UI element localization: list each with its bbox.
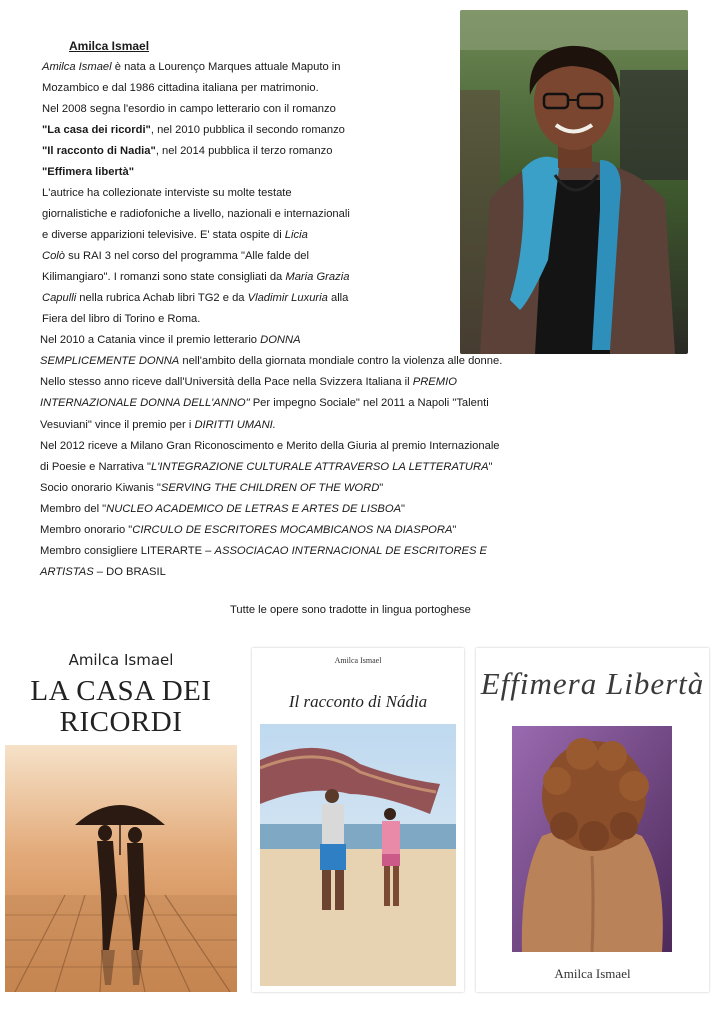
bio-text-segment: "Il racconto di Nadia" (42, 145, 156, 157)
bio-text-segment: Mozambico e dal 1986 cittadina italiana per matrimonio. (42, 82, 319, 94)
bio-text-segment: SEMPLICEMENTE DONNA (40, 355, 180, 367)
bio-text-segment: " (401, 503, 406, 515)
bio-text-segment: ASSOCIACAO INTERNACIONAL DE ESCRITORES E (214, 545, 488, 557)
bio-text-segment: nella rubrica Achab libri TG2 e da (76, 292, 248, 304)
bio-line (40, 415, 276, 436)
bio-text-segment: – DO BRASIL (93, 566, 166, 578)
cover-author: Amilca Ismael (334, 656, 382, 665)
bio-text-segment: Nel 2010 a Catania vince il premio letterario (40, 334, 261, 346)
bio-text-segment: Licia (284, 229, 308, 241)
bio-line (42, 162, 134, 183)
bio-text-segment: Membro del " (40, 503, 107, 515)
bio-line (42, 288, 348, 309)
bio-text-segment: INTERNAZIONALE DONNA DELL'ANNO" (40, 397, 250, 409)
bio-text-segment: alla (327, 292, 349, 304)
author-photo (460, 10, 688, 354)
bio-line (42, 99, 336, 120)
book-cover-la-casa-dei-ricordi (5, 645, 237, 992)
cover-illustration-beach (260, 724, 456, 986)
bio-text-segment: PREMIO (412, 376, 457, 388)
bio-text-segment: " (488, 461, 493, 473)
bio-line (40, 562, 166, 583)
cover-title-line2: RICORDI (59, 706, 183, 738)
bio-text-segment: Vladimir Luxuria (247, 292, 328, 304)
cover-author: Amilca Ismael (68, 651, 174, 669)
bio-text-segment: Vesuviani" vince il premio per i (40, 419, 195, 431)
bio-line (42, 57, 341, 78)
bio-line (42, 183, 292, 204)
bio-line (40, 393, 489, 414)
bio-line (40, 499, 405, 520)
bio-text-segment: , nel 2010 pubblica il secondo romanzo (150, 124, 345, 136)
bio-text-segment: CIRCULO DE ESCRITORES MOCAMBICANOS NA DIASPORA (132, 524, 453, 536)
bio-text-segment: giornalistiche e radiofoniche a livello, nazionali e internazionali (42, 208, 350, 220)
bio-text-segment: Nel 2012 riceve a Milano Gran Riconoscimento e Merito della Giuria al premio Internazionale (40, 440, 500, 452)
bio-text-segment: L'autrice ha collezionate interviste su molte testate (42, 187, 292, 199)
bio-text-segment: Socio onorario Kiwanis " (40, 482, 161, 494)
bio-text-segment: Membro onorario " (40, 524, 133, 536)
bio-line (42, 141, 332, 162)
bio-line (42, 204, 350, 225)
bio-text-segment: nell'ambito della giornata mondiale contro la violenza alle donne. (179, 355, 503, 367)
bio-line (40, 457, 493, 478)
bio-line (40, 520, 456, 541)
closing-note: Tutte le opere sono tradotte in lingua portoghese (230, 604, 471, 616)
bio-text-segment: su RAI 3 nel corso del programma "Alle falde del (65, 250, 310, 262)
bio-line (40, 436, 500, 457)
bio-line (40, 351, 502, 372)
cover-title: Effimera Libertà (480, 666, 705, 701)
bio-line (42, 309, 200, 330)
bio-line (42, 225, 308, 246)
bio-text-segment: di Poesie e Narrativa " (40, 461, 151, 473)
bio-title: Amilca Ismael (69, 39, 150, 53)
book-cover-effimera-liberta (476, 648, 709, 992)
bio-line (40, 372, 457, 393)
bio-text-segment: Colò (42, 250, 66, 262)
cover-title-line1: LA CASA DEI (30, 675, 212, 707)
bio-line (42, 267, 349, 288)
bio-text-segment: Amilca Ismael (42, 61, 112, 73)
bio-text-segment: Kilimangiaro". I romanzi sono state consigliati da (42, 271, 286, 283)
bio-text-segment: Maria Grazia (285, 271, 350, 283)
bio-text-segment: DONNA (260, 334, 301, 346)
bio-text-segment: " (379, 482, 384, 494)
cover-illustration-couple-umbrella (5, 745, 237, 992)
cover-title: Il racconto di Nádia (288, 692, 428, 711)
bio-text-segment: Fiera del libro di Torino e Roma. (42, 313, 201, 325)
bio-text-segment: SERVING THE CHILDREN OF THE WORD (160, 482, 380, 494)
bio-text-segment: , nel 2014 pubblica il terzo romanzo (155, 145, 333, 157)
cover-author: Amilca Ismael (554, 966, 631, 981)
bio-text-segment: Membro consigliere LITERARTE – (40, 545, 215, 557)
bio-line (42, 120, 345, 141)
bio-text-segment: Nel 2008 segna l'esordio in campo letterario con il romanzo (42, 103, 336, 115)
bio-text-segment: ARTISTAS (40, 566, 94, 578)
bio-line (40, 478, 383, 499)
bio-text-segment: Capulli (42, 292, 77, 304)
bio-text-segment: e diverse apparizioni televisive. E' stata ospite di (42, 229, 285, 241)
bio-text-segment: NUCLEO ACADEMICO DE LETRAS E ARTES DE LISBOA (106, 503, 402, 515)
cover-illustration-woman-back (512, 726, 672, 952)
bio-line (42, 78, 319, 99)
bio-text-segment: "La casa dei ricordi" (42, 124, 151, 136)
bio-text-segment: Nello stesso anno riceve dall'Università della Pace nella Svizzera Italiana il (40, 376, 413, 388)
bio-line (40, 541, 487, 562)
bio-line (40, 330, 301, 351)
author-portrait-image (460, 10, 688, 354)
bio-text-segment: L'INTEGRAZIONE CULTURALE ATTRAVERSO LA LETTERATURA (150, 461, 489, 473)
bio-text-segment: è nata a Lourenço Marques attuale Maputo in (111, 61, 341, 73)
bio-text-segment: Per impegno Sociale" nel 2011 a Napoli "Talenti (249, 397, 489, 409)
bio-text-segment: "Effimera libertà" (42, 166, 135, 178)
bio-line (42, 246, 309, 267)
bio-text-segment: DIRITTI UMANI. (194, 419, 276, 431)
bio-text-segment: " (452, 524, 457, 536)
book-cover-il-racconto-di-nadia (252, 648, 464, 992)
